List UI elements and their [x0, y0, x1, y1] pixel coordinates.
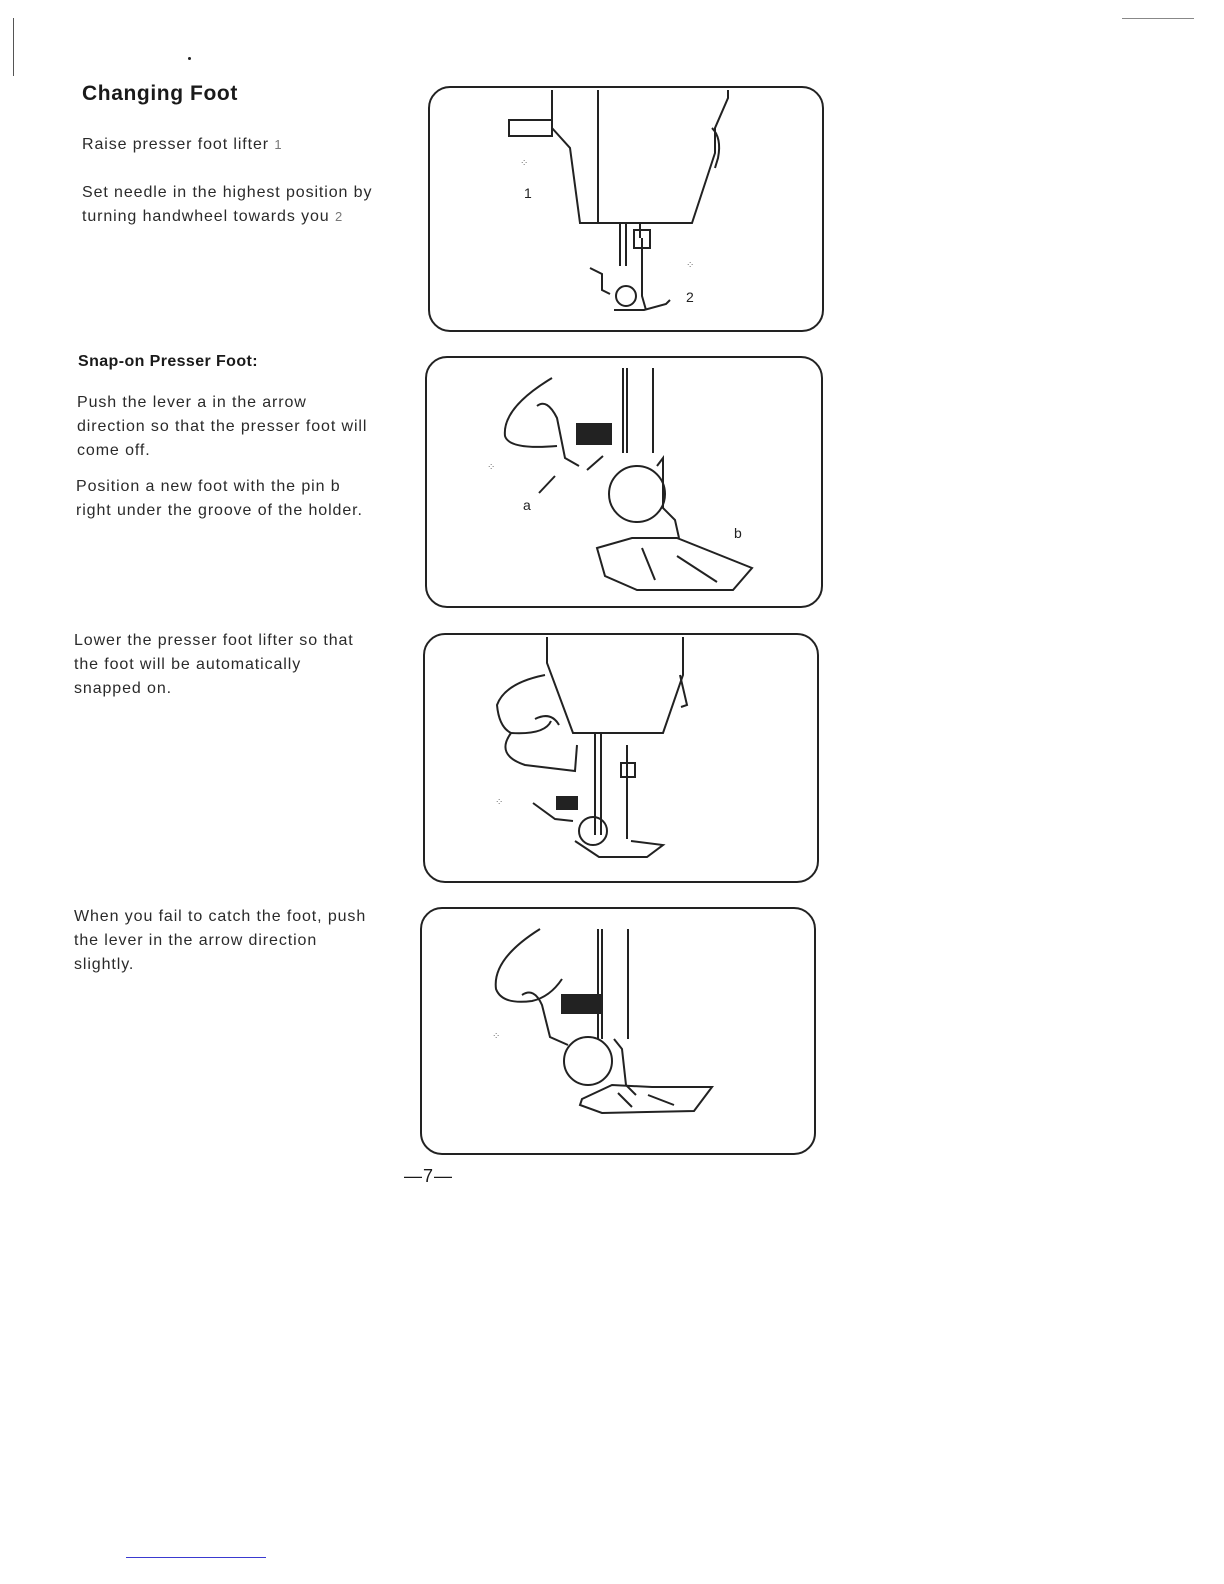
scan-edge-mark — [13, 18, 14, 76]
presser-foot-illustration — [427, 358, 821, 606]
scan-speck — [188, 57, 191, 60]
scan-noise: ⁘ — [487, 462, 496, 473]
instruction-set-needle — [82, 181, 378, 229]
instruction-position-foot: Position a new foot with the pin b right under the groove of the holder. — [76, 478, 363, 519]
hand-lowering-lifter-illustration — [425, 635, 817, 881]
instruction-raise-lifter — [82, 133, 362, 157]
figure-raise-needle — [428, 86, 824, 332]
scan-edge-mark-top — [1122, 18, 1194, 19]
instruction-text: Raise presser foot lifter — [82, 136, 270, 153]
page-number: —7— — [404, 1166, 454, 1186]
figure-lower-lifter — [423, 633, 819, 883]
machine-head-illustration — [430, 88, 822, 330]
instruction-remove-foot: Push the lever a in the arrow direction so that the presser foot will come off. — [77, 394, 368, 459]
callout-b: b — [734, 525, 742, 541]
figure-push-lever — [420, 907, 816, 1155]
scan-edge-mark-bottom — [126, 1557, 266, 1558]
reference-number: 1 — [274, 137, 283, 152]
figure-snap-on-foot — [425, 356, 823, 608]
scan-noise: ⁘ — [686, 260, 695, 271]
callout-2: 2 — [686, 289, 694, 305]
scan-noise: ⁘ — [492, 1031, 501, 1042]
scan-noise: ⁘ — [520, 158, 529, 169]
scan-noise: ⁘ — [495, 797, 504, 808]
instruction-lower-lifter: Lower the presser foot lifter so that the foot will be automatically snapped on. — [74, 632, 354, 697]
instruction-retry-lever: When you fail to catch the foot, push the lever in the arrow direction slightly. — [74, 908, 367, 973]
callout-1: 1 — [524, 185, 532, 201]
instruction-text: Set needle in the highest position by turning handwheel towards you — [82, 184, 373, 225]
callout-a: a — [523, 497, 531, 513]
reference-number: 2 — [334, 209, 344, 224]
section-heading: Snap-on Presser Foot: — [78, 353, 258, 370]
page-title: Changing Foot — [82, 82, 238, 105]
lever-push-illustration — [422, 909, 814, 1153]
